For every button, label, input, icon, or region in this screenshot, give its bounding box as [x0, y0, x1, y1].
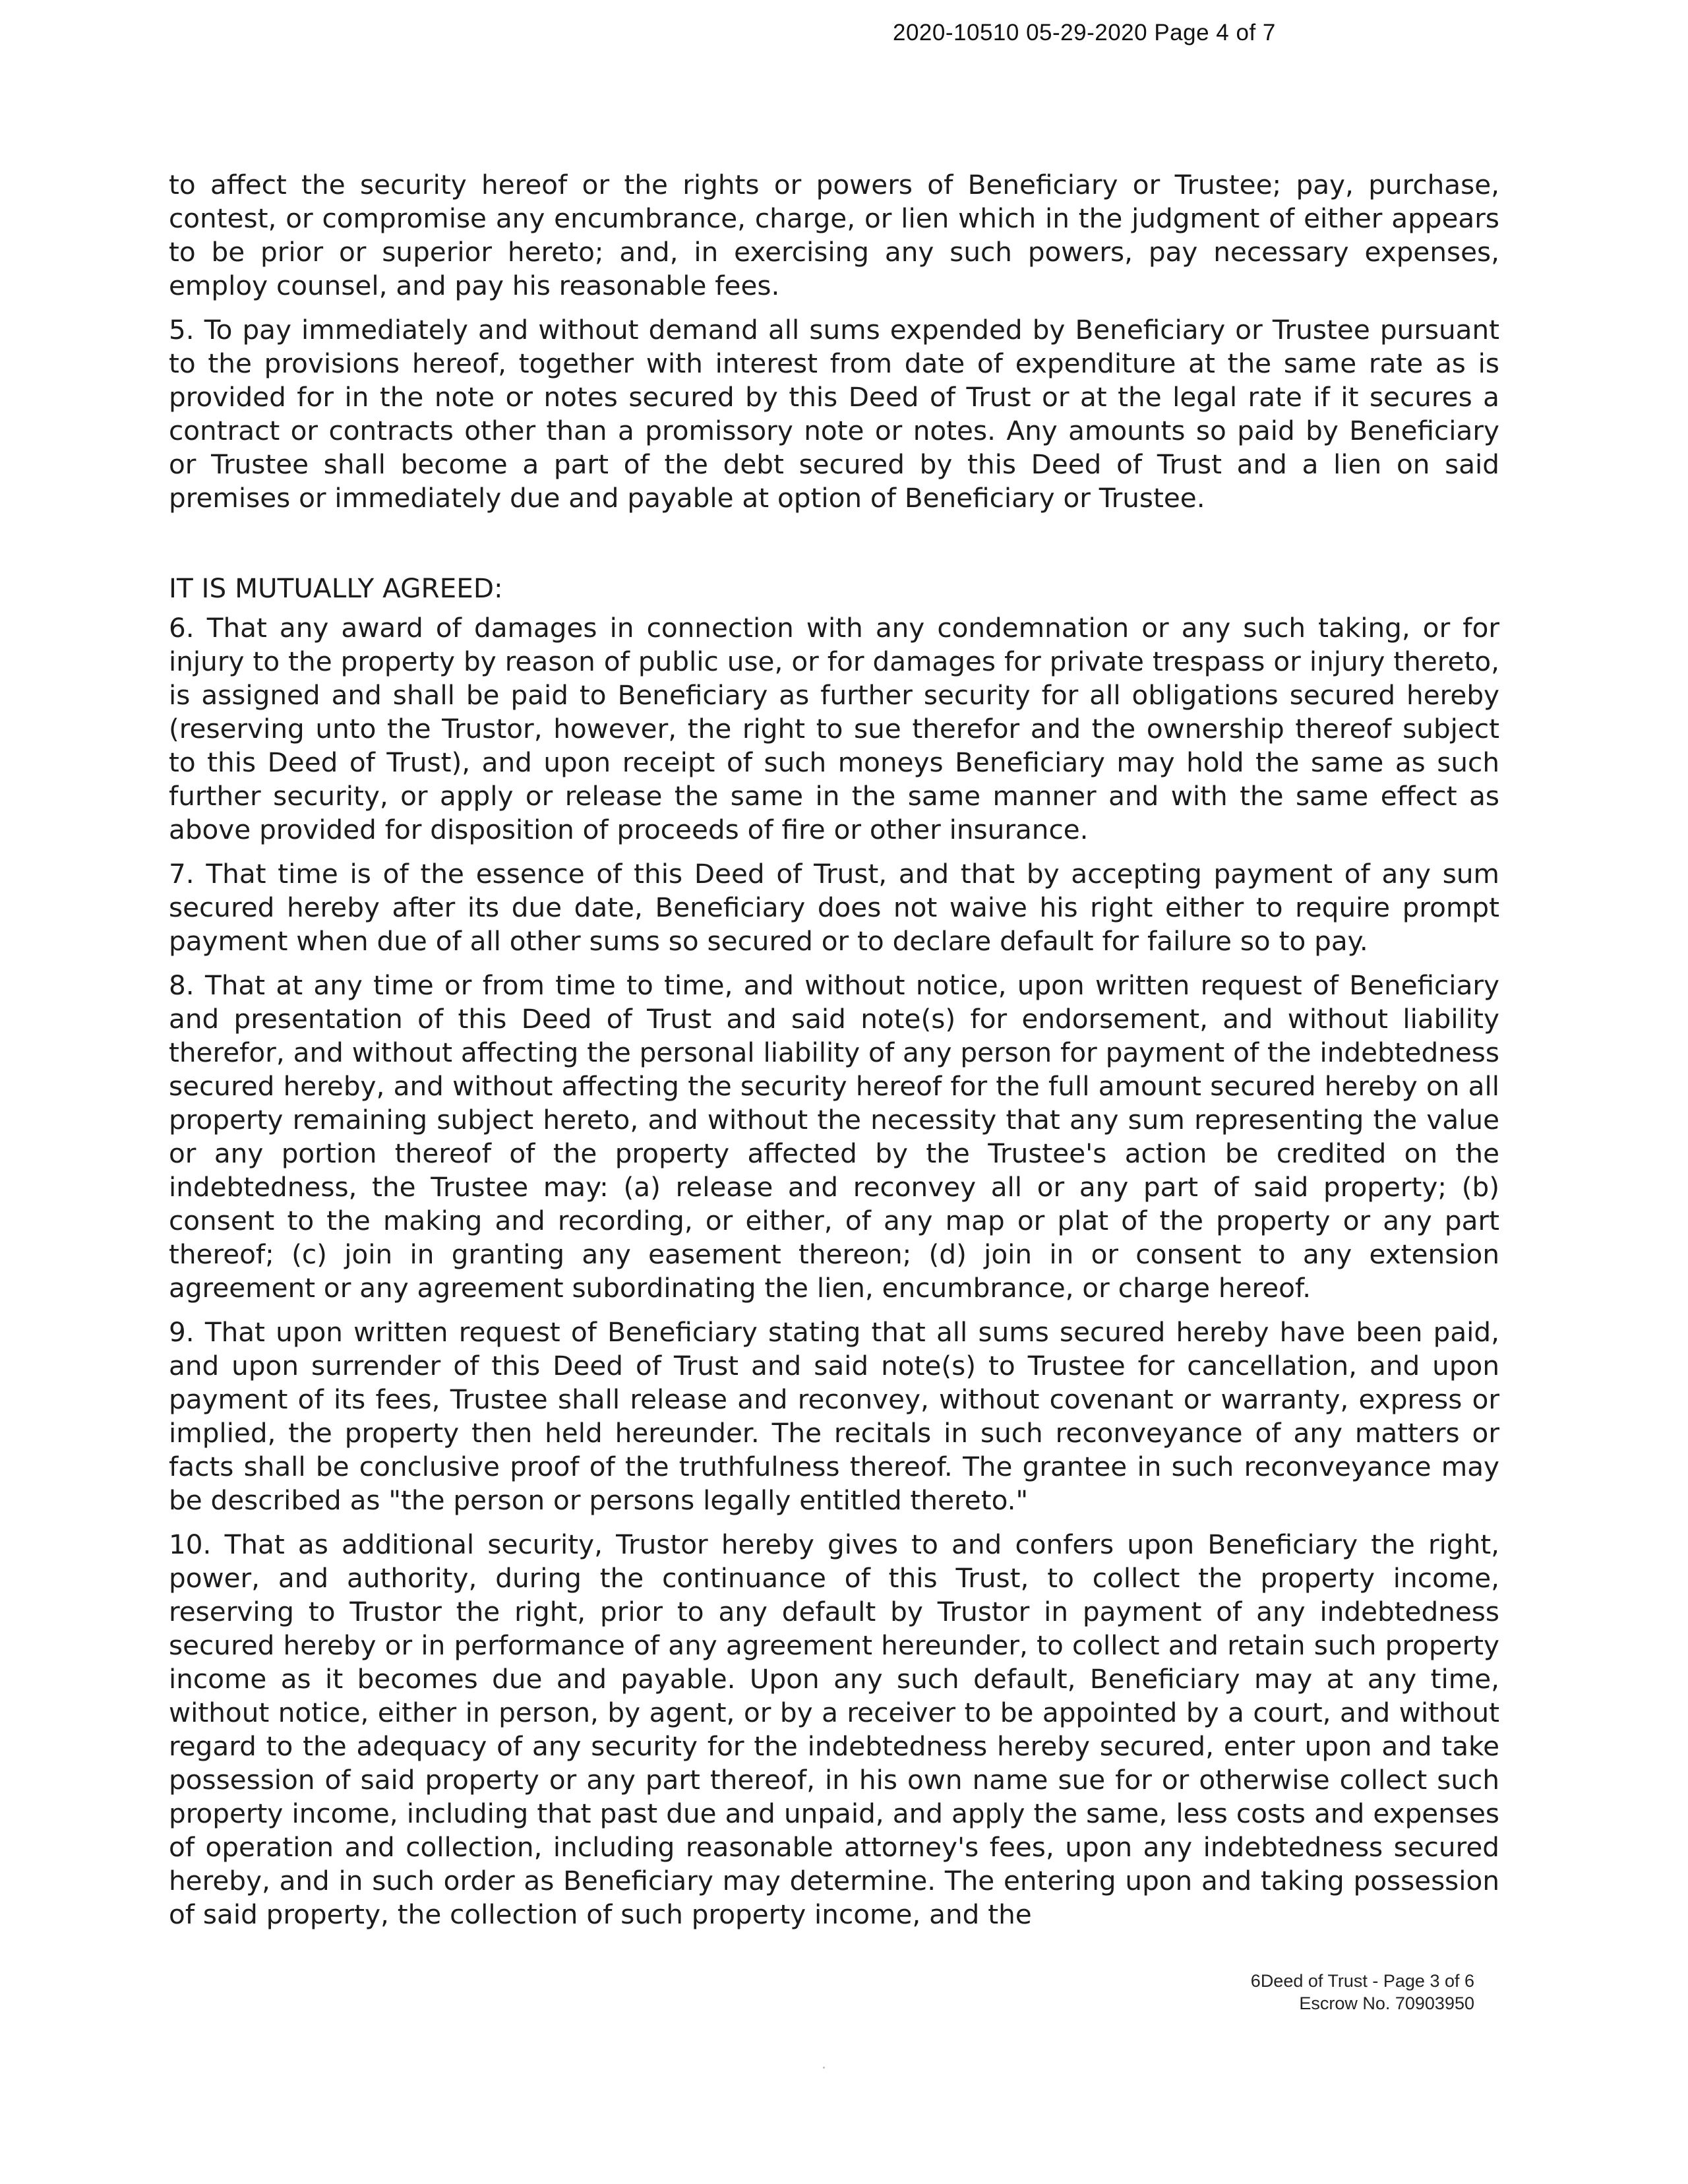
- section-heading: IT IS MUTUALLY AGREED:: [169, 572, 503, 604]
- continuation-paragraph: to affect the security hereof or the rights or powers of Beneficiary or Trustee; pay, purchase, contest, or compromise any encumbrance, charge, or lien which in the judgment of either appears to be prior or superior hereto; and, in exercising any such powers, pay necessary expenses, employ counsel, and pay his reasonable fees.: [169, 169, 1499, 301]
- clause-8: 8. That at any time or from time to time, and without notice, upon written request of Beneficiary and presentation of this Deed of Trust and said note(s) for endorsement, and without liability therefor, and without affecting the personal liability of any person for payment of the indebtedness secured hereby, and without affecting the security hereof for the full amount secured hereby on all property remaining subject hereto, and without the necessity that any sum representing the value or any portion thereof of the property affected by the Trustee's action be credited on the indebtedness, the Trustee may: (a) release and reconvey all or any part of said property; (b) consent to the making and recording, or either, of any map or plat of the property or any part thereof; (c) join in granting any easement thereon; (d) join in or consent to any extension agreement or any agreement subordinating the lien, encumbrance, or charge hereof.: [169, 969, 1499, 1304]
- page-footer: [1121, 1970, 1474, 2015]
- escrow-number: Escrow No. 70903950: [1299, 1993, 1474, 2013]
- recording-stamp: 2020-10510 05-29-2020 Page 4 of 7: [893, 20, 1276, 46]
- deed-body: [169, 168, 1499, 1942]
- clause-9: 9. That upon written request of Beneficiary stating that all sums secured hereby have been paid, and upon surrender of this Deed of Trust and said note(s) to Trustee for cancellation, and upon payment of its fees, Trustee shall release and reconvey, without covenant or warranty, express or implied, the property then held hereunder. The recitals in such reconveyance of any matters or facts shall be conclusive proof of the truthfulness thereof. The grantee in such reconveyance may be described as "the person or persons legally entitled thereto.": [169, 1316, 1499, 1516]
- clause-10: 10. That as additional security, Trustor hereby gives to and confers upon Beneficiary the right, power, and authority, during the continuance of this Trust, to collect the property income, reserving to Trustor the right, prior to any default by Trustor in payment of any indebtedness secured hereby or in performance of any agreement hereunder, to collect and retain such property income as it becomes due and payable. Upon any such default, Beneficiary may at any time, without notice, either in person, by agent, or by a receiver to be appointed by a court, and without regard to the adequacy of any security for the indebtedness hereby secured, enter upon and take possession of said property or any part thereof, in his own name sue for or otherwise collect such property income, including that past due and unpaid, and apply the same, less costs and expenses of operation and collection, including reasonable attorney's fees, upon any indebtedness secured hereby, and in such order as Beneficiary may determine. The entering upon and taking possession of said property, the collection of such property income, and the: [169, 1529, 1499, 1930]
- clause-7: 7. That time is of the essence of this Deed of Trust, and that by accepting payment of any sum secured hereby after its due date, Beneficiary does not waive his right either to require prompt payment when due of all other sums so secured or to declare default for failure so to pay.: [169, 858, 1499, 957]
- clause-6: 6. That any award of damages in connection with any condemnation or any such taking, or for injury to the property by reason of public use, or for damages for private trespass or injury thereto, is assigned and shall be paid to Beneficiary as further security for all obligations secured hereby (reserving unto the Trustor, however, the right to sue therefor and the ownership thereof subject to this Deed of Trust), and upon receipt of such moneys Beneficiary may hold the same as such further security, or apply or release the same in the same manner and with the same effect as above provided for disposition of proceeds of fire or other insurance.: [169, 612, 1499, 845]
- form-page-number: 6Deed of Trust - Page 3 of 6: [1250, 1971, 1474, 1991]
- scan-speck: [823, 2067, 825, 2069]
- clause-5: 5. To pay immediately and without demand all sums expended by Beneficiary or Trustee pursuant to the provisions hereof, together with interest from date of expenditure at the same rate as is provided for in the note or notes secured by this Deed of Trust or at the legal rate if it secures a contract or contracts other than a promissory note or notes. Any amounts so paid by Beneficiary or Trustee shall become a part of the debt secured by this Deed of Trust and a lien on said premises or immediately due and payable at option of Beneficiary or Trustee.: [169, 314, 1499, 514]
